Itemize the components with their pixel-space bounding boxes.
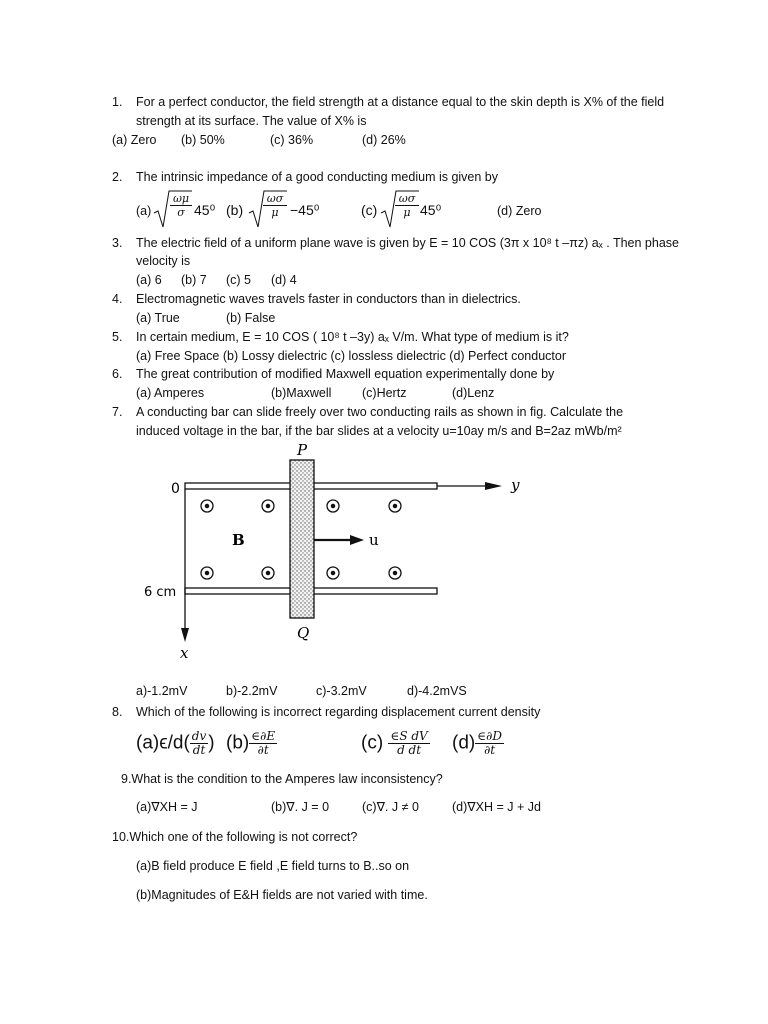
label-6cm: 6 cm [144, 585, 177, 600]
q9-text: 9.What is the condition to the Amperes law inconsistency? [121, 772, 443, 786]
q8-d-label: (d) [452, 732, 476, 754]
q3-option-a: (a) 6 [136, 273, 162, 287]
q6-option-a: (a) Amperes [136, 386, 205, 400]
x-axis-arrow-icon [181, 628, 189, 642]
q10-option-a: (a)B field produce E field ,E field turns to B..so on [136, 859, 410, 873]
q1-option-d: (d) 26% [362, 133, 406, 147]
q2-number: 2. [112, 170, 123, 184]
q6-text: The great contribution of modified Maxwell equation experimentally done by [136, 367, 555, 381]
q2-a-fraction [170, 192, 192, 219]
q2-option-b-label: (b) [226, 202, 244, 218]
label-x: x [180, 644, 189, 662]
q2-b-fraction [263, 192, 287, 219]
q8-b-label: (b) [226, 732, 250, 754]
q3-option-b: (b) 7 [181, 273, 207, 287]
q2-a-denominator: σ [177, 206, 185, 219]
q5-text: In certain medium, E = 10 COS ( 10⁸ t –3y) aₓ V/m. What type of medium is it? [136, 330, 569, 344]
q8-a-suffix: ) [208, 732, 215, 754]
q2-c-denominator: μ [403, 206, 411, 219]
q7-number: 7. [112, 405, 123, 419]
q7-text-line1: A conducting bar can slide freely over two conducting rails as shown in fig. Calculate the [136, 405, 624, 419]
velocity-arrow-icon [350, 535, 364, 545]
sliding-bar-figure [140, 438, 540, 668]
q6-option-b: (b)Maxwell [271, 386, 332, 400]
q2-c-fraction [395, 192, 419, 219]
q4-text: Electromagnetic waves travels faster in conductors than in dielectrics. [136, 292, 521, 306]
q10-option-b: (b)Magnitudes of E&H fields are not varied with time. [136, 888, 428, 902]
label-y: y [511, 476, 520, 494]
q8-c-fraction [388, 730, 429, 757]
q8-b-numerator: ∈∂E [251, 729, 276, 743]
q2-option-a-label: (a) [136, 204, 152, 218]
label-p: P [297, 441, 308, 459]
label-origin: 0 [171, 481, 180, 497]
q8-d-fraction [475, 730, 504, 757]
q8-d-denominator: ∂t [484, 743, 496, 757]
q7-text-line2: induced voltage in the bar, if the bar slides at a velocity u=10ay m/s and B=2az mWb/m² [136, 424, 622, 438]
q4-number: 4. [112, 292, 123, 306]
q3-text-line1: The electric field of a uniform plane wave is given by E = 10 COS (3π x 10⁸ t –πz) aₓ . Then phase [136, 236, 679, 250]
q8-c-denominator: d dt [397, 743, 422, 757]
q2-option-c-label: (c) [361, 202, 378, 218]
q2-option-d: (d) Zero [497, 204, 542, 218]
q8-option-a [136, 730, 215, 757]
q7-option-b: b)-2.2mV [226, 684, 278, 698]
q4-option-a: (a) True [136, 311, 180, 325]
q5-options: (a) Free Space (b) Lossy dielectric (c) lossless dielectric (d) Perfect conductor [136, 349, 567, 363]
q8-b-fraction [249, 730, 277, 757]
q2-a-numerator: ωμ [170, 192, 192, 206]
q8-text: Which of the following is incorrect regarding displacement current density [136, 705, 541, 719]
q2-text: The intrinsic impedance of a good conducting medium is given by [136, 170, 499, 184]
q5-number: 5. [112, 330, 123, 344]
sliding-bar [290, 460, 314, 618]
q7-option-a: a)-1.2mV [136, 684, 188, 698]
q1-option-a: (a) Zero [112, 133, 157, 147]
q2-b-rest: −45⁰ [290, 202, 320, 218]
q8-a-numerator: dv [191, 729, 207, 743]
q6-number: 6. [112, 367, 123, 381]
q9-option-a: (a)∇XH = J [136, 800, 198, 814]
q8-number: 8. [112, 705, 123, 719]
q7-option-d: d)-4.2mVS [407, 684, 467, 698]
q4-option-b: (b) False [226, 311, 276, 325]
q6-option-c: (c)Hertz [362, 386, 407, 400]
q8-option-c [361, 730, 430, 757]
q8-d-numerator: ∈∂D [477, 729, 502, 743]
q8-option-b [226, 730, 277, 757]
q8-a-denominator: dt [192, 743, 206, 757]
q8-option-d [452, 730, 504, 757]
q1-text-line1: For a perfect conductor, the field strength at a distance equal to the skin depth is X% of the field [136, 95, 665, 109]
q1-number: 1. [112, 95, 123, 109]
q1-text-line2: strength at its surface. The value of X% is [136, 114, 367, 128]
q8-c-numerator: ∈S dV [390, 729, 428, 743]
q8-b-denominator: ∂t [257, 743, 269, 757]
q10-text: 10.Which one of the following is not correct? [112, 830, 358, 844]
q2-b-numerator: ωσ [263, 192, 287, 206]
q3-option-c: (c) 5 [226, 273, 251, 287]
label-q: Q [297, 624, 310, 642]
q6-option-d: (d)Lenz [452, 386, 495, 400]
q1-option-b: (b) 50% [181, 133, 225, 147]
label-u: u [369, 531, 379, 549]
label-b: B [232, 531, 245, 549]
q7-option-c: c)-3.2mV [316, 684, 367, 698]
q9-option-c: (c)∇. J ≠ 0 [362, 800, 419, 814]
q8-a-fraction [190, 730, 208, 757]
q3-option-d: (d) 4 [271, 273, 297, 287]
q2-b-denominator: μ [271, 206, 279, 219]
q9-option-b: (b)∇. J = 0 [271, 800, 330, 814]
q9-option-d: (d)∇XH = J + Jd [452, 800, 541, 814]
y-axis-arrow-icon [485, 482, 502, 490]
q2-c-rest: 45⁰ [420, 202, 442, 218]
q8-a-prefix: (a)ϵ/d( [136, 732, 190, 754]
q1-option-c: (c) 36% [270, 133, 314, 147]
q3-number: 3. [112, 236, 123, 250]
q2-c-numerator: ωσ [395, 192, 419, 206]
q8-c-label: (c) [361, 732, 384, 754]
q2-a-rest: 45⁰ [194, 202, 216, 218]
q3-text-line2: velocity is [136, 254, 191, 268]
